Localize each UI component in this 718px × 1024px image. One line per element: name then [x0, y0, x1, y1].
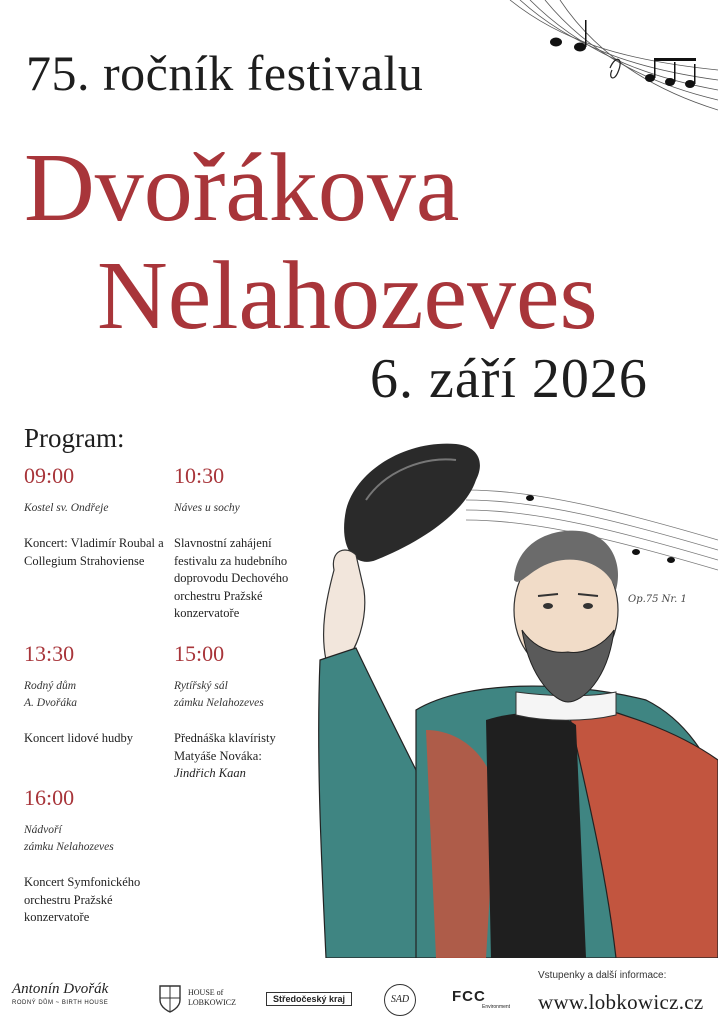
- event-place-line: Nádvoří: [24, 824, 62, 836]
- tickets-label: Vstupenky a další informace:: [538, 970, 667, 981]
- program-event: [174, 462, 310, 623]
- sheet-music-decoration: [500, 0, 718, 130]
- program-event: [24, 462, 166, 570]
- event-description-text: Přednáška klavíristy Matyáše Nováka:: [174, 731, 276, 763]
- stredocesky-kraj-logo: Středočeský kraj: [266, 992, 352, 1006]
- event-time: 10:30: [174, 463, 225, 488]
- fcc-logo-text: FCC: [452, 988, 486, 1005]
- program-event: [174, 640, 310, 783]
- fcc-logo-subtext: Environment: [482, 1004, 511, 1010]
- event-description: Koncert lidové hudby: [24, 731, 134, 745]
- event-place-line: Rytířský sál: [174, 680, 228, 692]
- fcc-logo: [452, 988, 510, 1010]
- event-place-line: A. Dvořáka: [24, 697, 78, 709]
- program-heading: Program:: [24, 423, 125, 453]
- event-place: [174, 678, 310, 712]
- event-time: 15:00: [174, 641, 225, 666]
- event-time: 09:00: [24, 463, 75, 488]
- program-event: [24, 640, 166, 748]
- lobkowicz-logo-line1: HOUSE of: [188, 988, 224, 997]
- event-place: Náves u sochy: [174, 502, 240, 514]
- event-description-title: Jindřich Kaan: [174, 766, 246, 780]
- event-place: [24, 822, 166, 856]
- event-place: Kostel sv. Ondřeje: [24, 502, 109, 514]
- svg-text:Op.75 Nr. 1: Op.75 Nr. 1: [628, 594, 687, 605]
- festival-title-line1: Dvořákova: [24, 134, 460, 242]
- lobkowicz-logo-line2: LOBKOWICZ: [188, 998, 236, 1007]
- dvorak-logo-subtext: RODNÝ DŮM ~ BIRTH HOUSE: [12, 1000, 109, 1006]
- festival-date: 6. září 2026: [370, 348, 648, 410]
- event-place-line: zámku Nelahozeves: [174, 697, 264, 709]
- festival-title-line2: Nelahozeves: [97, 242, 598, 350]
- program-event: [24, 784, 166, 927]
- lobkowicz-logo: [156, 982, 236, 1014]
- event-time: 16:00: [24, 785, 75, 810]
- event-place: [24, 678, 166, 712]
- crest-icon: [156, 982, 184, 1014]
- event-description: Slavnostní zahájení festivalu za hudebního doprovodu Dechového orchestru Pražské konzervatoře: [174, 536, 289, 620]
- event-place-line: Rodný dům: [24, 680, 77, 692]
- festival-edition: 75. ročník festivalu: [26, 45, 424, 101]
- dvorak-birth-house-logo: [12, 980, 108, 1008]
- dvorak-logo-text: Antonín Dvořák: [12, 981, 109, 997]
- dvorak-illustration: [316, 430, 718, 958]
- sad-logo: SAD: [384, 984, 416, 1016]
- event-place-line: zámku Nelahozeves: [24, 841, 114, 853]
- event-description: Koncert Symfonického orchestru Pražské konzervatoře: [24, 875, 141, 924]
- event-description: Koncert: Vladimír Roubal a Collegium Strahoviense: [24, 536, 164, 568]
- event-description: [174, 730, 310, 783]
- event-time: 13:30: [24, 641, 75, 666]
- website-link[interactable]: www.lobkowicz.cz: [538, 990, 704, 1014]
